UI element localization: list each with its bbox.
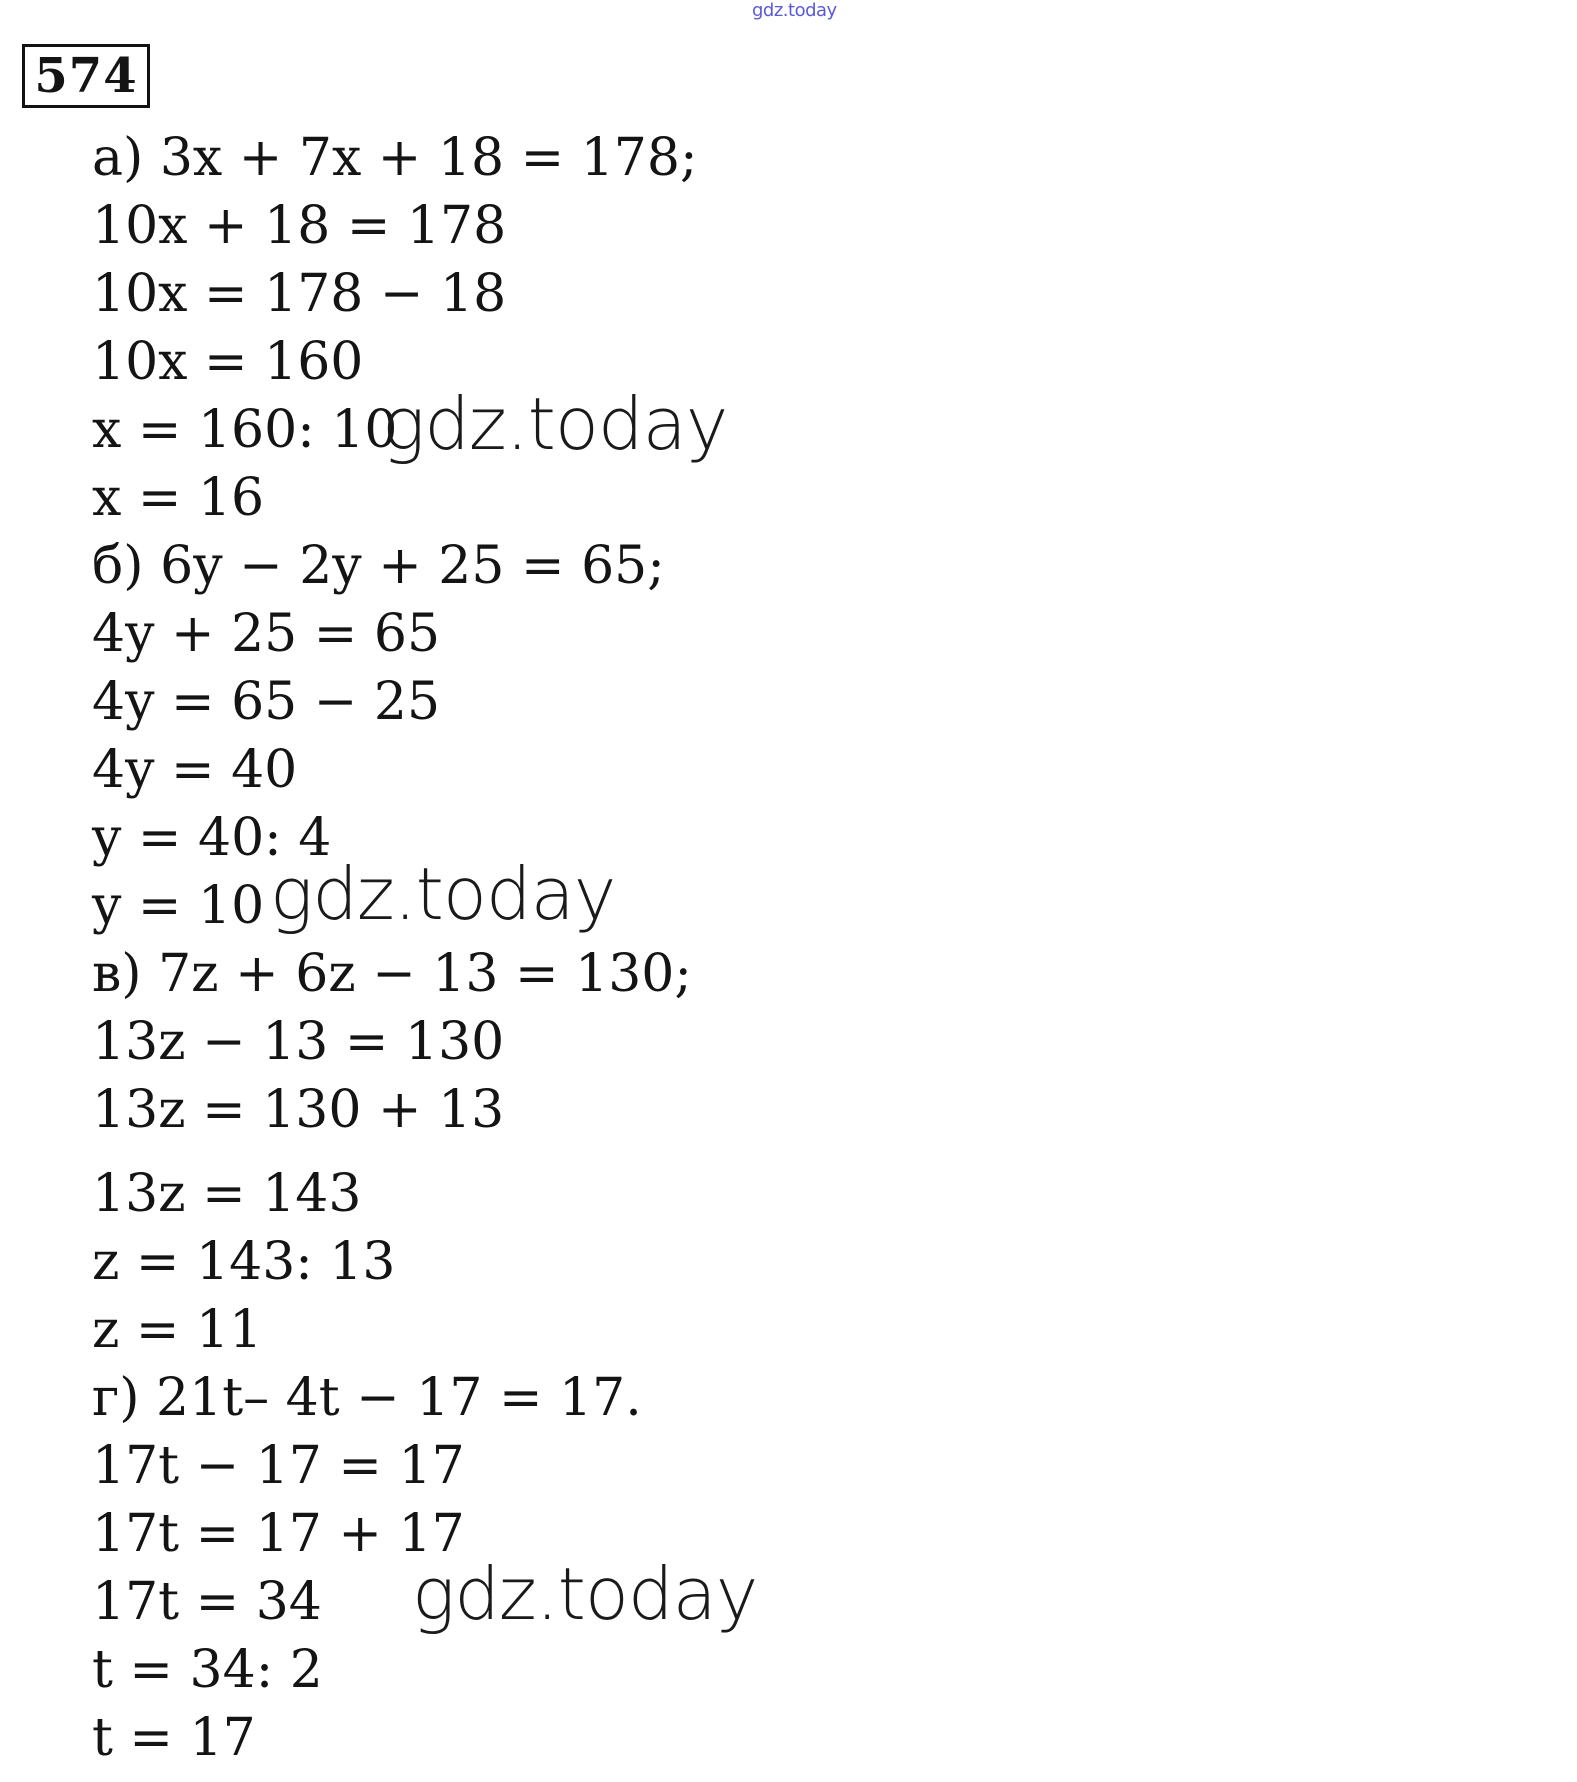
equation-line: 10x = 178 − 18 [92, 264, 507, 324]
equation-line: y = 40: 4 [92, 808, 332, 868]
watermark: gdz.today [412, 1552, 758, 1636]
equation-line: 17t = 17 + 17 [92, 1504, 465, 1564]
equation-line: x = 16 [92, 468, 265, 528]
equation-line: 10x + 18 = 178 [92, 196, 507, 256]
equation-line: в) 7z + 6z − 13 = 130; [92, 944, 692, 1004]
equation-line: г) 21t– 4t − 17 = 17. [92, 1368, 642, 1428]
equation-line: 17t = 34 [92, 1572, 322, 1632]
equation-line: 4y = 40 [92, 740, 298, 800]
equation-line: y = 10 [92, 876, 265, 936]
equation-line: 13z = 143 [92, 1164, 362, 1224]
equation-line: 13z = 130 + 13 [92, 1080, 505, 1140]
watermark: gdz.today [270, 852, 616, 936]
problem-number-box: 574 [22, 44, 150, 108]
equation-line: t = 17 [92, 1708, 256, 1768]
equation-line: t = 34: 2 [92, 1640, 323, 1700]
equation-line: 4y = 65 − 25 [92, 672, 441, 732]
equation-line: 13z − 13 = 130 [92, 1012, 505, 1072]
watermark: gdz.today [382, 382, 728, 466]
equation-line: а) 3x + 7x + 18 = 178; [92, 128, 698, 188]
equation-line: x = 160: 10 [92, 400, 398, 460]
top-watermark: gdz.today [752, 0, 837, 21]
equation-line: 10x = 160 [92, 332, 364, 392]
equation-line: z = 11 [92, 1300, 263, 1360]
equation-line: 17t − 17 = 17 [92, 1436, 465, 1496]
equation-line: 4y + 25 = 65 [92, 604, 441, 664]
equation-line: б) 6y − 2y + 25 = 65; [92, 536, 665, 596]
equation-line: z = 143: 13 [92, 1232, 396, 1292]
